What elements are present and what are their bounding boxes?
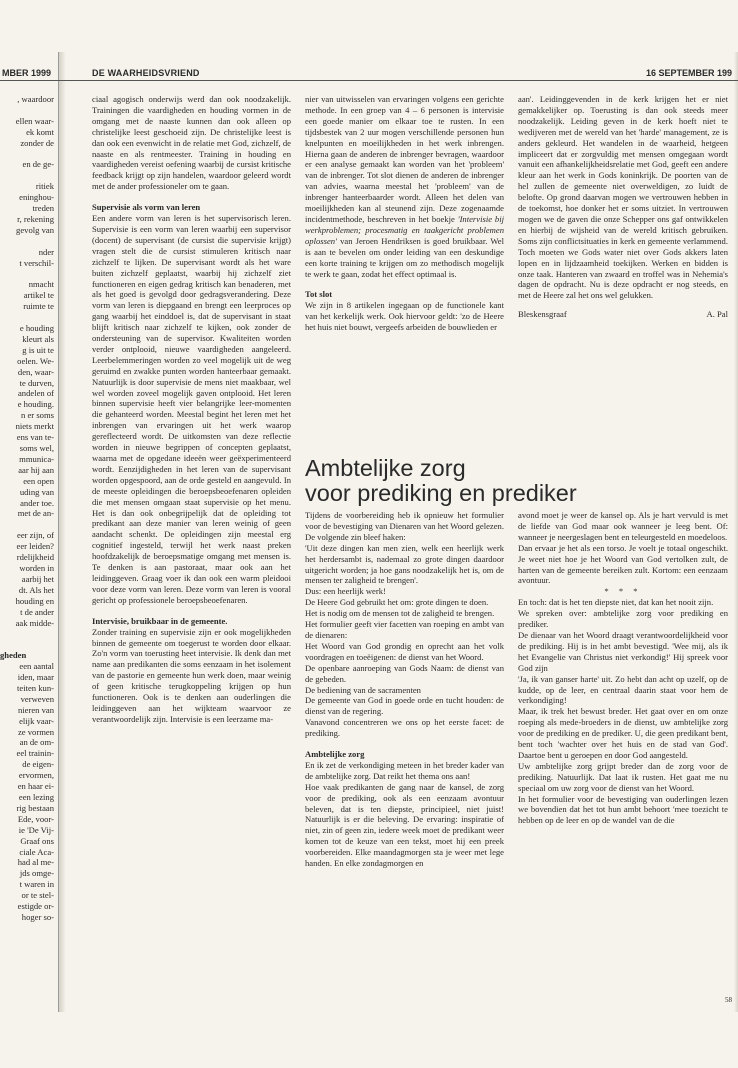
fragment-line: oelen. We- [17,355,54,366]
fragment-line: worden in [19,562,54,573]
fragment-line [0,236,54,247]
paragraph [305,782,504,869]
article-column-2 [305,94,504,432]
fragment-line: e houding. [17,399,54,410]
fragment-line [0,105,54,116]
paragraph-text: En ik zet de verkondiging meteen in het breder kader van de ambtelijke zorg. Dat reikt het thema ons aan! [305,759,504,781]
paragraph [305,619,504,641]
fragment-line: elijk vaar- [19,715,54,726]
fragment-line: een aantal [19,661,54,672]
section-subheading: Tot slot [305,289,333,300]
article-column-5 [518,510,728,1010]
fragment-line: hoger so- [21,911,54,922]
fragment-line: e houding [19,323,54,334]
paragraph-text: Een andere vorm van leren is het supervisorisch leren. Supervisie is een vorm van leren waarbij een supervisor (docent) de supervisant (de cursist die supervisie krijgt) vragen stelt die de cursist stimuleren kritisch naar zichzelf te lijken. De supervisant wordt als het ware buiten zichzelf geplaatst, waarbij hij zichzelf ziet functioneren en eigen gedrag kritisch kan benaderen, met als het goed is gevolgd door gedragsverandering. Deze vorm van leren is diepgaand en brengt een leerproces op gang waarbij het einddoel is, dat de supervisant in staat blijft kritisch naar zichzelf te kijken, ook zonder de ondersteuning van de supervisor. Kwaliteiten worden verder ontplooid, nieuwe vaardigheden aangeleerd. Leerbelemmeringen worden zo veel mogelijk uit de weg geruimd en zwakke punten worden hanteerbaar gemaakt. Natuurlijk is door supervisie de mens niet maakbaar, wel wel worden zoveel mogelijk gaven ontplooid. Het leren binnen supervisie heeft vier belangrijke leer-momenten die gehanteerd worden. Meestal begint het leren met het inbrengen van ervaringen uit het werk waarop gereflecteerd wordt. De uitkomsten van deze reflectie worden in nieuwe begrippen of concepten geplaatst, waarna met de opgedane ideeën weer geëxperimenteerd wordt. Eenzijdigheden in het leren van de supervisant worden opgespoord, aan de orde gesteld en aangevuld. In de meeste opleidingen die beroepsbeoefenaren opleiden die met mensen omgaan staat supervisie op het menu. Het is dan ook onbegrijpelijk dat de opleiding tot predikant aan deze manier van leren weinig of geen aandacht schenkt. De opleidingen zijn meestal erg cognitief ingesteld, terwijl het werk naast preken hoofdzakelijk de beroepsmatige omgang met mensen is. Te denken is aan pastoraat, maar ook aan het leidinggeven. Graag voer ik dan ook een warm pleidooi voor deze vorm van leren. Deze vorm van leren is vooral gericht op professionele beroepsbeoefenaren. [92,213,291,605]
paragraph-text: De gemeente van God in goede orde en tucht houden: de dienst van de regering. [305,695,504,717]
article-signature [518,309,728,320]
fragment-line: verweven [20,693,54,704]
fragment-line: Ede, voor- [17,813,54,824]
paragraph [518,674,728,707]
signature-author: A. Pal [706,309,728,320]
paragraph-text: Dus: een heerlijk werk! [305,586,386,597]
fragment-line: eer leiden? [16,541,54,552]
issue-date: 16 SEPTEMBER 199 [645,68,732,78]
fragment-line: t verschil- [19,257,54,268]
fragment-line: te durven, [19,377,54,388]
fragment-line: andelen of [17,388,54,399]
paragraph-text: Maar, ik trek het bewust breder. Het gaat over en om onze roeping als mede-broeders in de dienst, uw ambtelijke zorg voor de prediking en de prediker. U, die geen predikant bent, bent toch 'wachter over het huis en de stad van God'. Daartoe bent u geroepen en door God aangesteld. [518,706,728,760]
header-rule [0,80,738,81]
fragment-line: rdelijkheid [16,552,54,563]
paragraph [305,586,504,597]
fragment-line [0,170,54,181]
fragment-line: t waren in [19,879,54,890]
fragment-line: ritiek [35,181,54,192]
paragraph [305,717,504,739]
paragraph-text: 'Intervisie bij werkproblemen; procesmatig en taakgericht problemen oplossen' [305,213,504,246]
paragraph-text: De dienaar van het Woord draagt verantwoordelijkheid voor de prediking. Hij is in het ambt bevestigd. 'Wee mij, als ik het Evangelie van Christus niet verkondig!' Hij spreek voor God zijn [518,629,728,673]
fragment-line [0,312,54,323]
paragraph [518,608,728,630]
paragraph [92,627,291,725]
fragment-line: en haar ei- [17,781,54,792]
fragment-line: or te stel- [21,890,54,901]
fragment-line: nmacht [28,279,54,290]
fragment-line: eer zijn, of [17,530,54,541]
fragment-line: zonder de [20,137,54,148]
paragraph [305,760,504,782]
paragraph [518,794,728,827]
fragment-line: aar hij aan [18,464,54,475]
paragraph [305,608,504,619]
paragraph-text: van Jeroen Hendriksen is goed bruikbaar. Wel is aan te bevelen om onder leiding van een deskundige een korte training te krijgen om zo methodisch mogelijk te werk te gaan, zodat het effect optimaal is. [305,235,504,279]
section-separator: * * * [604,586,642,597]
fragment-line [0,269,54,280]
fragment-line: iden, maar [17,672,54,683]
paragraph [92,94,291,192]
spine-shadow [58,52,66,1012]
fragment-line: met de an- [17,508,54,519]
section-subheading: Supervisie als vorm van leren [92,202,201,213]
article-column-4 [305,510,504,1010]
article-column-3 [518,94,728,432]
fragment-line: ie 'De Vij- [18,824,54,835]
paragraph-text: Tijdens de voorbereiding heb ik opnieuw het formulier voor de bevestiging van Dienaren van het Woord gelezen. De volgende zin bleef haken: [305,510,504,542]
fragment-line: nder [38,246,54,257]
fragment-line [0,639,54,650]
right-edge-shadow [734,52,738,1012]
fragment-line: Graaf ons [20,835,54,846]
fragment-line: een lezing [18,792,54,802]
fragment-line: had al me- [17,857,54,868]
paragraph-text: Hoe vaak predikanten de gang naar de kansel, de zorg voor de prediking, ook als een eenzaam avontuur beleven, dat is ten diepste, principieel, niet juist! Natuurlijk is er die beleving. De ervaring: inspiratie of niet, zin of geen zin, iedere week moet de predikant weer komen tot de keuze van een tekst, moet hij een preek voorbereiden. Elke maandagmorgen sta je weer met lege handen. En elke zondagmorgen en [305,781,504,869]
paragraph-text: Zonder training en supervisie zijn er ook mogelijkheden binnen de gemeente om toegerust te worden door elkaar. Zo'n vorm van toerusting heet intervisie. Ik denk dan met name aan predikanten die soms eenzaam in het isolement van de pastorie en gemeente hun werk doen, maar weinig of geen kritische terugkoppeling krijgen op hun functioneren. Ook is te denken aan ouderlingen die leidinggeven aan het wijkteam waarvoor ze verantwoordelijk zijn. Intervisie is een leerzame ma- [92,626,291,724]
fragment-line: t de ander [20,606,54,617]
fragment-line: den, waar- [17,366,54,377]
paragraph [305,641,504,663]
fragment-line: houding en [15,595,54,606]
paragraph-text: 'Uit deze dingen kan men zien, welk een heerlijk werk het herdersambt is, nademaal zo grote dingen daardoor uitgericht worden; ja hoe gans noodzakelijk het is, om de mensen ter zaligheid te brengen'. [305,542,504,586]
fragment-line: gheden [0,650,27,661]
left-page-fragments [0,94,54,1014]
fragment-line: ruimte te [23,301,54,312]
paragraph [305,300,504,333]
paragraph-text: Uw ambtelijke zorg grijpt breder dan de zorg voor de prediking. Natuurlijk. Dat laat ik rusten. Het gaat me nu speciaal om uw zorg voor de dienst van het Woord. [518,760,728,793]
left-page-header-fragment: MBER 1999 [2,68,52,78]
paragraph-text: In het formulier voor de bevestiging van ouderlingen lezen we bovendien dat het tot hun ambt behoort 'mee toezicht te hebben op de leer en op de wandel van de die [518,793,728,826]
fragment-line: ervormen, [18,770,54,781]
fragment-line: an de om- [19,737,54,748]
paragraph-text: Dan ervaar je het als een torso. Je voelt je totaal ongeschikt. Je weet niet hoe je het Woord van God vertolken zult, de harten van de gemeente bereiken zult. Kortom: een eenzaam avontuur. [518,542,728,586]
paragraph [305,663,504,685]
fragment-line [0,149,54,160]
fragment-line: de eigen- [22,759,54,770]
fragment-line [0,628,54,639]
headline-line-2: voor prediking en prediker [305,480,577,506]
page-number: 58 [725,996,732,1004]
fragment-line: ens van te- [16,432,54,443]
paragraph [518,543,728,587]
fragment-line: aak midde- [15,617,54,628]
paragraph [518,510,728,543]
fragment-line: n er soms [21,410,54,421]
paragraph [305,597,504,608]
paragraph [518,597,728,608]
fragment-line: rig bestaan [16,802,54,813]
signature-place: Bleskensgraaf [518,309,567,320]
fragment-line: niets merkt [15,421,54,432]
fragment-line: ciale Aca- [19,846,54,857]
fragment-line: eninghou- [19,192,54,203]
fragment-line [0,519,54,530]
fragment-line: estigde or- [17,901,54,912]
fragment-line: mmunica- [19,453,54,464]
paragraph-text: avond moet je weer de kansel op. Als je hart vervuld is met de liefde van God maar ook wanneer je leeg bent. Of: wanneer je neergeslagen bent en teleurgesteld en moedeloos. [518,510,728,542]
paragraph [92,213,291,606]
paragraph-text: 'Ja, ik van ganser harte' uit. Zo hebt dan acht op uzelf, op de kudde, op de leer, en centraal daarin staat voor hem de verkondiging! [518,673,728,706]
paragraph [305,510,504,543]
fragment-line: en de ge- [22,159,54,170]
paragraph-text: Het formulier geeft vier facetten van roeping en ambt van de dienaren: [305,619,504,640]
fragment-line: r, rekening [17,213,54,224]
paragraph [305,685,504,696]
fragment-line: een open [23,475,54,486]
newspaper-title: DE WAARHEIDSVRIEND [92,68,200,78]
fragment-line: soms wel, [19,443,54,453]
fragment-line: eel trainin- [16,748,54,759]
paragraph-text: ciaal agogisch onderwijs werd dan ook noodzakelijk. Trainingen die vaardigheden en houding vormen in de omgang met de naaste kunnen dan ook alleen op christelijke leest geschoeid zijn. De christelijke leest is dan ook een evenwicht in de relatie met God, zichzelf, de naaste en als rentmeester. Training in houding en vaardigheden vereist oefening waarbij de cursist kritische feedback krijgt op zijn handelen, waardoor geleerd wordt met de ander professioneler om te gaan. [92,94,291,192]
fragment-line: ek komt [26,126,54,137]
fragment-line: teiten kun- [17,682,54,693]
headline-line-1: Ambtelijke zorg [305,455,466,481]
fragment-line: kleurt als [22,333,54,344]
fragment-line: dt. Als het [18,584,54,595]
fragment-line: ellen waar- [15,115,54,126]
article-headline [305,456,733,506]
paragraph-text: Het is nodig om de mensen tot de zaligheid te brengen. [305,608,495,619]
paragraph-text: Het Woord van God grondig en oprecht aan het volk voordragen en toeëigenen: de dienst van het Woord. [305,640,504,662]
section-subheading: Ambtelijke zorg [305,749,365,760]
section-subheading: Intervisie, bruikbaar in de gemeente. [92,615,228,626]
paragraph-text: De Heere God gebruikt het om: grote dingen te doen. [305,597,489,608]
paragraph [305,695,504,717]
fragment-line: nieren van [17,704,54,715]
paragraph [518,706,728,761]
fragment-line: , waardoor [17,94,54,104]
fragment-line: g is uit te [22,344,54,355]
paragraph-text: De bediening van de sacramenten [305,684,421,695]
paragraph-text: En toch: dat is het ten diepste niet, dat kan het nooit zijn. [518,597,714,608]
paragraph-text: Vanavond concentreren we ons op het eerste facet: de prediking. [305,717,504,739]
paragraph-text: nier van uitwisselen van ervaringen volgens een gerichte methode. In een groep van 4 – 6 personen is intervisie een goede manier om elkaar toe te rusten. In een tijdsbestek van 2 uur mogen verschillende personen hun knelpunten en moeilijkheden in het werk inbrengen. Hierna gaan de anderen de inbrenger bevragen, waardoor er een analyse gemaakt kan worden van het 'probleem' van de inbrenger. Tot slot dienen de anderen de inbrenger van advies, waarna meestal het 'probleem' van de inbrenger hanteerbaarder wordt. Alleen het delen van moeilijkheden kan al steunend zijn. Deze zogenaamde incidentmethode, beschreven in het boekje [305,94,504,224]
fragment-line: aarbij het [21,573,54,584]
paragraph [518,94,728,301]
paragraph [305,94,504,279]
paragraph [518,630,728,674]
fragment-line: ander toe. [20,497,54,508]
paragraph-text: aan'. Leidinggevenden in de kerk krijgen het er niet gemakkelijker op. Toerusting is dan ook steeds meer noodzakelijk. Leiding geven in de kerk hoeft niet te wedijveren met de wereld van het 'harde' management, ze is anders gekleurd. Het wandelen in de waarheid, hetgeen impliceert dat er zorgvuldig met mensen omgegaan wordt vanuit een afhankelijkheidsrelatie met God, geeft een andere kleur aan het werk in Gods koninkrijk. De poorten van de hel zullen de gemeente niet overweldigen, zo luidt de belofte. Op grond daarvan mogen we vertrouwen hebben in de toekomst, hoe donker het er soms uitziet. In vertrouwen mogen we de gaven die onze Schepper ons gaf ontwikkelen en hierbij de wijsheid van de wereld kritisch gebruiken. Soms zijn conflictsituaties in kerk en gemeente verlammend. Toch moeten we Gods water niet over Gods akkers laten lopen en in lijdzaamheid toekijken. Werken en bidden is onze taak. Hanteren van zwaard en troffel was in Nehemia's dagen de opdracht. Nu is deze opdracht er nog steeds, en met de Heere zal het ons wel gelukken. [518,94,728,301]
paragraph-text: We zijn in 8 artikelen ingegaan op de functionele kant van het kerkelijk werk. Ook hiervoor geldt: 'zo de Heere het huis niet bouwt, vergeefs arbeiden de bouwlieden er [305,300,504,333]
paragraph [518,761,728,794]
fragment-line: jds omge- [19,868,54,879]
fragment-line: artikel te [23,290,54,301]
fragment-line: uding van [19,486,54,497]
fragment-line: ze vormen [17,726,54,737]
article-column-1 [92,94,291,1006]
fragment-line: gevolg van [16,224,54,235]
gutter-line [58,52,59,1012]
paragraph-text: De openbare aanroeping van Gods Naam: de dienst van de gebeden. [305,662,504,684]
paragraph [305,543,504,587]
paragraph-text: We spreken over: ambtelijke zorg voor prediking en prediker. [518,608,728,630]
fragment-line: treden [32,203,54,214]
